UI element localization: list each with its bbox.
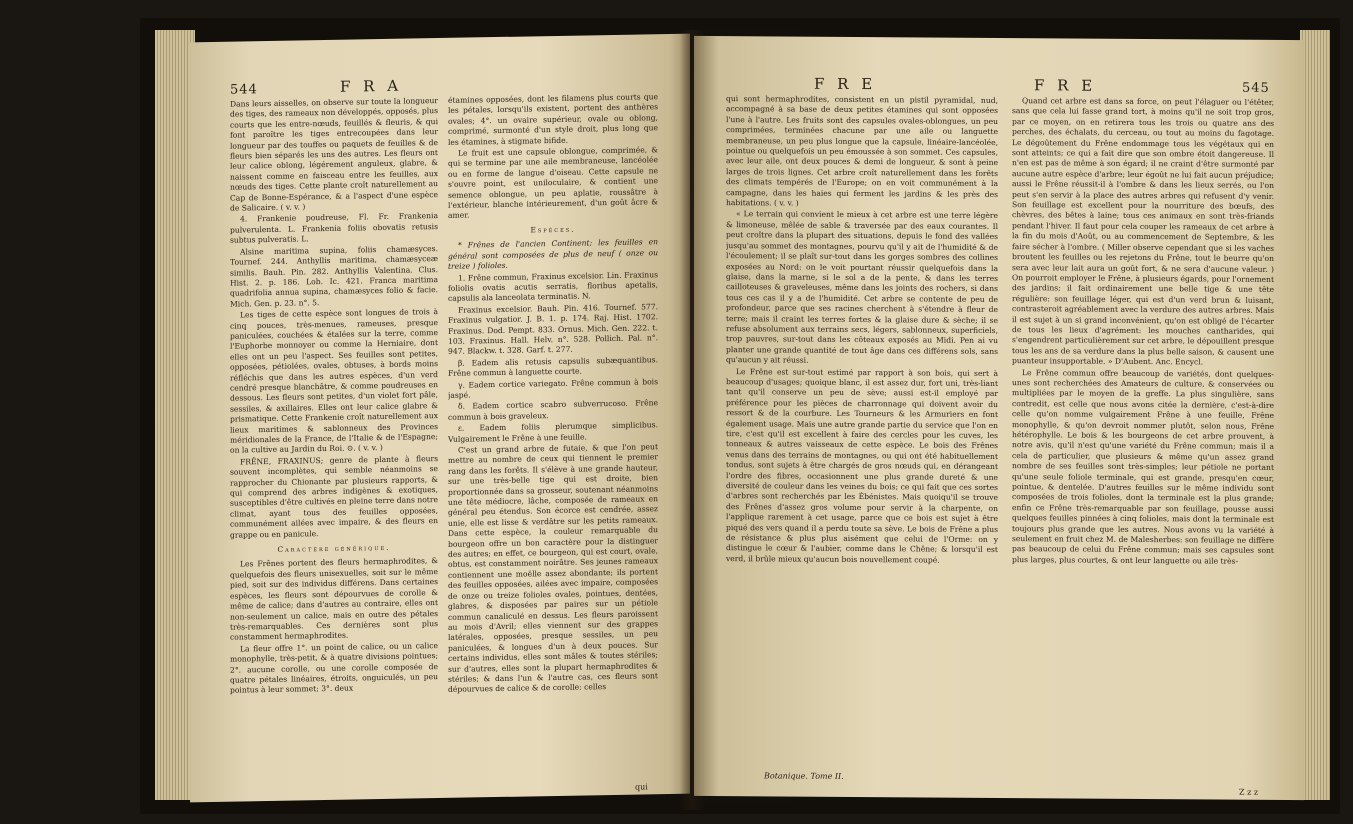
section-heading: Espèces. <box>530 224 576 235</box>
paragraph: 1. Frêne commun, Fraxinus excelsior. Lin. Fraxinus foliolis ovatis acutis serratis, floribus apetalis, capsulis ala lanceolata terminatis. N. <box>448 269 658 304</box>
right-column-2 <box>1012 96 1274 788</box>
section-heading: Caractère générique. <box>277 542 391 554</box>
right-running-head: F R E <box>1034 76 1097 95</box>
paragraph: γ. Eadem cortice variegato. Frêne commun à bois jaspé. <box>448 376 658 400</box>
left-column-1 <box>230 96 438 790</box>
right-running-head-left: F R E <box>814 74 877 94</box>
paragraph: Les tiges de cette espèce sont longues de trois à cinq pouces, très-menues, rameuses, presque paniculées, couchées & étalées sur la terre, comme l'Euphorbe monnoyer ou comme la Herniaire, dont elles ont un peu l'aspect. Ses feuilles sont petites, opposées, pétiolées, ovales, obtuses, à bords moins réfléchis que dans les autres espèces, d'un verd cendré presque blanchâtre, & comme poudreuses en dessous. Les fleurs sont petites, d'un violet fort pâle, sessiles, & axillaires. Elles ont leur calice glabre & prismatique. Cette Frankenie croît naturellement aux lieux maritimes & sablonneux des Provinces méridionales de la France, de l'Italie & de l'Espagne; on la cultive au Jardin du Roi. ⊙. ( v. v. ) <box>230 307 438 456</box>
footer-volume: Botanique. Tome II. <box>764 771 844 781</box>
left-running-head: F R A <box>340 76 403 96</box>
page-edges-right <box>1300 30 1330 800</box>
catchword: qui <box>635 782 648 792</box>
paragraph: « Le terrain qui convient le mieux à cet arbre est une terre légère & limoneuse, mêlée de sable & traversée par des eaux courantes. Il peut croître dans la plupart des situations, depuis le fond des vallées jusqu'au sommet des montagnes, pourvu qu'il y ait de l'humidité & de l'écoulement; il se plaît sur-tout dans les gorges sombres des collines exposées au Nord: on le voit pourtant réussir quelquefois dans la glaise, dans la marne, si le sol a de la pente, & dans les terres cailloteuses & graveleuses, même dans les joints des rochers, si dans tous ces cas il y a de l'humidité. Cet arbre se contente de peu de profondeur, parce que ses racines cherchent à s'étendre à fleur de terre; mais il craint les terres fortes & la glaise dure & sèche; il se refuse absolument aux terrains secs, légers, sablonneux, superficiels, trop pauvres, sur-tout dans les côteaux exposés au Midi. Pen ai vu planter une grande quantité de tout âge dans ces différens sols, sans qu'aucun y ait réussi. <box>726 209 998 365</box>
left-column-2 <box>448 92 658 786</box>
right-column-1 <box>726 94 998 766</box>
paragraph: C'est un grand arbre de futaie, & que l'on peut mettre au nombre de ceux qui tiennent le premier rang dans les forêts. Il s'élève à une grande hauteur, sur une très-belle tige qui est droite, bien proportionnée dans sa grosseur, soutenant néanmoins une tête médiocre, lâche, composée de rameaux en général peu étendus. Son écorce est cendrée, assez unie, elle est lisse & verdâtre sur les petits rameaux. Dans cette espèce, la couleur remarquable du bourgeon offre un bon caractère pour la distinguer des autres; en effet, ce bourgeon, qui est court, ovale, obtus, est constamment noirâtre. Ses jeunes rameaux contiennent une moëlle assez abondante; ils portent des feuilles opposées, ailées avec impaire, composées de onze ou treize folioles ovales, pointues, dentées, glabres, & disposées par paires sur un pétiole commun canaliculé en dessus. Les fleurs paroissent au mois d'Avril; elles viennent sur des grappes latérales, opposées, presque sessiles, un peu paniculées, & longues d'un à deux pouces. Sur certains individus, elles sont mâles & toutes stériles; sur d'autres, elles sont la plupart hermaphrodites & stériles; & dans l'un & l'autre cas, ces fleurs sont dépourvues de calice & de corolle: celles <box>448 442 658 695</box>
left-page-number: 544 <box>230 82 258 98</box>
paragraph: Le fruit est une capsule oblongue, comprimée, & qui se termine par une aile membraneuse, lancéolée ou en forme de langue d'oiseau. Cette capsule ne s'ouvre point, est uniloculaire, & contient une semence oblongue, un peu aplatie, roussâtre à l'extérieur, blanche intérieurement, d'un goût âcre & amer. <box>448 145 658 221</box>
paragraph: La fleur offre 1°. un point de calice, ou un calice monophylle, très-petit, & à quatre divisions pointues; 2°. aucune corolle, ou une corolle composée de quatre pétales linéaires, étroits, onguiculés, un peu pointus à leur sommet; 3°. deux <box>230 640 438 696</box>
paragraph: FRÊNE, FRAXINUS; genre de plante à fleurs souvent incomplètes, qui semble néanmoins se rapprocher du Chionante par plusieurs rapports, & qui comprend des arbres indigènes & exotiques, susceptibles d'être cultivés en pleine terre dans notre climat, ayant tous des feuilles opposées, communément ailées avec impaire, & des fleurs en grappe ou en panicule. <box>230 453 438 540</box>
paragraph: Dans leurs aisselles, on observe sur toute la longueur des tiges, des rameaux non développés, opposés, plus courts que les entre-nœuds, feuillés & fleuris, & qui font paroître les tiges entrecoupées dans leur longueur par des touffes ou paquets de feuilles & de fleurs bien séparés les uns des autres. Les fleurs ont leur calice oblong, légérement anguleux, glabre, & naissent comme en faisceau entre les feuilles, aux nœuds des tiges. Cette plante croît naturellement au Cap de Bonne-Espérance, & a l'aspect d'une espèce de Salicaire. ( v. v. ) <box>230 96 438 213</box>
signature-mark: Z z z <box>1239 787 1259 797</box>
right-page-number: 545 <box>1242 80 1270 96</box>
paragraph: β. Eadem alis retusis capsulis subæquantibus. Frêne commun à languette courte. <box>448 354 658 379</box>
left-page <box>190 34 690 803</box>
paragraph: Le Frêne est sur-tout estimé par rapport à son bois, qui sert à beaucoup d'usages; quoique blanc, il est assez dur, fort uni, très-liant tant qu'il conserve un peu de sève; aussi est-il employé par préférence pour les pièces de charronnage qui doivent avoir du ressort & de la courbure. Les Tourneurs & les Armuriers en font également usage. Mais une autre grande partie du service que l'on en tire, c'est qu'il est excellent à faire des cercles pour les cuves, les tonneaux & autres vaisseaux de cette espèce. Le bois des Frênes venus dans des terrains de montagnes, ou qui ont été habituellement tondus, sont sujets à être chargés de gros nœuds qui, en dérangeant l'ordre des fibres, occasionnent une plus grande dureté & une diversité de couleur dans les veines du bois; ce qui fait que ces sortes d'arbres sont recherchés par les Ébénistes. Mais quoiqu'il se trouve des Frênes d'assez gros volume pour servir à la charpente, on l'applique rarement à cet usage, parce que ce bois est sujet à être piqué des vers quand il a perdu toute sa sève. Le bois de Frêne a plus de résistance & plus plus aisément que celui de l'Orme: on y distingue le cœur & l'aubier, comme dans le Chêne; & lorsqu'il est verd, il brûle mieux qu'aucun bois nouvellement coupé. <box>726 366 998 565</box>
page-edges-left <box>155 30 195 800</box>
right-page <box>694 36 1304 800</box>
paragraph: étamines opposées, dont les filamens plus courts que les pétales, lorsqu'ils existent, portent des anthères ovales; 4°. un ovaire supérieur, ovale ou oblong, comprimé, surmonté d'un style droit, plus long que les étamines, à stigmate bifide. <box>448 92 658 147</box>
paragraph: qui sont hermaphrodites, consistent en un pistil pyramidal, nud, accompagné à sa base de deux petites étamines qui sont opposées l'une à l'autre. Les fruits sont des capsules ovales-oblongues, un peu comprimées, terminées chacune par une aile ou languette membraneuse, un peu plus longue que la capsule, linéaire-lancéolée, pointue ou quelquefois un peu émoussée à son sommet. Ces capsules, avec leur aile, ont deux pouces & demi de longueur, & sont à peine larges de trois lignes. Cet arbre croît naturellement dans les forêts des climats tempérés de l'Europe; on en voit communément à la campagne, dans les haies qui ferment les jardins & les près des habitations. ( v. v. ) <box>726 94 998 208</box>
paragraph: Les Frênes portent des fleurs hermaphrodites, & quelquefois des fleurs unisexuelles, soit sur le même pied, soit sur des individus différens. Dans certaines espèces, les fleurs sont dépourvues de corolle & même de calice; dans d'autres au contraire, elles ont non-seulement un calice, mais en outre des pétales très-remarquables. Ces dernières sont plus constamment hermaphrodites. <box>230 556 438 642</box>
paragraph: Le Frêne commun offre beaucoup de variétés, dont quelques-unes sont recherchées des Amateurs de culture, & conservées ou multipliées par le moyen de la greffe. La plus singulière, sans contredit, est celle que nous avons citée la dernière, c'est-à-dire celle qu'on nomme vulgairement Frêne à une feuille, Frêne monophylle, & qu'on devroit nommer plutôt, selon nous, Frêne hétérophylle. Le bois & les bourgeons de cet arbre prouvent, à notre avis, qu'il n'est qu'une variété du Frêne commun; mais il a cela de particulier, que plusieurs & même qu'un assez grand nombre de ses feuilles sont très-simples; leur pétiole ne portant qu'une seule foliole terminale, qui est grande, presqu'en cœur, pointue, & dentelée. D'autres feuilles sur le même individu sont composées de trois folioles, dont la terminale est la plus grande; enfin ce Frêne très-remarquable par son feuillage, pousse aussi quelques feuilles pinnées à cinq folioles, mais dont la terminale est toujours plus grande que les autres. Nous avons vu la variété à seulement en fruit chez M. de Malesherbes: son feuillage ne diffère pas beaucoup de celui du Frêne commun; mais ses capsules sont plus larges, plus courtes, & ont leur languette ou aile très- <box>1012 367 1274 566</box>
paragraph: Fraxinus excelsior. Bauh. Pin. 416. Tournef. 577. Fraxinus vulgatior. J. B. 1. p. 174. Raj. Hist. 1702. Fraxinus. Dod. Pempt. 833. Ornus. Mich. Gen. 222. t. 103. Fraxinus. Hall. Helv. n°. 528. Pollich. Pal. n°. 947. Blackw. t. 328. Garf. t. 277. <box>448 301 658 357</box>
paragraph: ε. Eadem foliis plerumque simplicibus. Vulgairement le Frêne à une feuille. <box>448 420 658 444</box>
paragraph: 4. Frankenie poudreuse, Fl. Fr. Frankenia pulverulenta. L. Frankenia foliis obovatis retusis subtus pulveratis. L. <box>230 211 438 245</box>
paragraph: δ. Eadem cortice scabro subverrucoso. Frêne commun à bois graveleux. <box>448 398 658 422</box>
paragraph: * Frênes de l'ancien Continent; les feuilles en général sont composées de plus de neuf ( onze ou treize ) folioles. <box>448 237 658 271</box>
paragraph: Alsine maritima supina, foliis chamæsyces. Tournef. 244. Anthyllis maritima, chamæsyceæ similis. Bauh. Pin. 282. Anthyllis Valentina. Clus. Hist. 2. p. 186. Lob. Ic. 421. Franca maritima quadrifolia annua supina, chamæsyces folio & facie. Mich. Gen. p. 23. n°. 5. <box>230 243 438 309</box>
paragraph: Quand cet arbre est dans sa force, on peut l'élaguer ou l'étêter, sans que cela lui fasse grand tort, à moins qu'il ne soit trop gros, par ce moyen, on en retirera tous les trois ou quatre ans des perches, des échalats, du cerceau, ou tout au moins du fagotage. Le dégoûtement du Frêne endommage tous les végétaux qui en sont atteints; ce qui a fait dire que son ombre étoit dangereuse. Il n'en est pas de même à son égard; il ne craint d'être surmonté par aucune autre espèce d'arbre; leur égoût ne lui fait aucun préjudice; aussi le Frêne réussit-il à l'ombre & dans les lieux serrés, ou l'on peut s'en servir à la place des autres arbres qui refusent d'y venir. Son feuillage est excellent pour la nourriture des bœufs, des chèvres, des bêtes à laine; tous ces animaux en sont très-friands pendant l'hiver. Il faut pour cela couper les rameaux de cet arbre à la fin du mois d'Août, ou au commencement de Septembre, & les faire sécher à l'ombre. ( Miller observe cependant que si les vaches broutent les feuilles ou les rejetons du Frêne, tout le beurre qu'on sera avec leur lait aura un goût fort, & ne sera d'aucune valeur. ) On pourroit employer le Frêne, à plusieurs égards, pour l'ornement des jardins; il fait ordinairement une belle tige & une tête régulière: son feuillage léger, qui est d'un verd brun & luisant, contrasteroit agréablement avec la verdure des autres arbres. Mais il est sujet à un si grand inconvénient, qu'on est obligé de l'écarter de tous les lieux d'agrément: les mouches cantharides, qui s'engendrent particulièrement sur cet arbre, le dépouillent presque tous les ans de sa verdure dans la plus belle saison, & causent une puanteur insupportable. » D'Aubent. Anc. Encycl. <box>1012 96 1274 367</box>
